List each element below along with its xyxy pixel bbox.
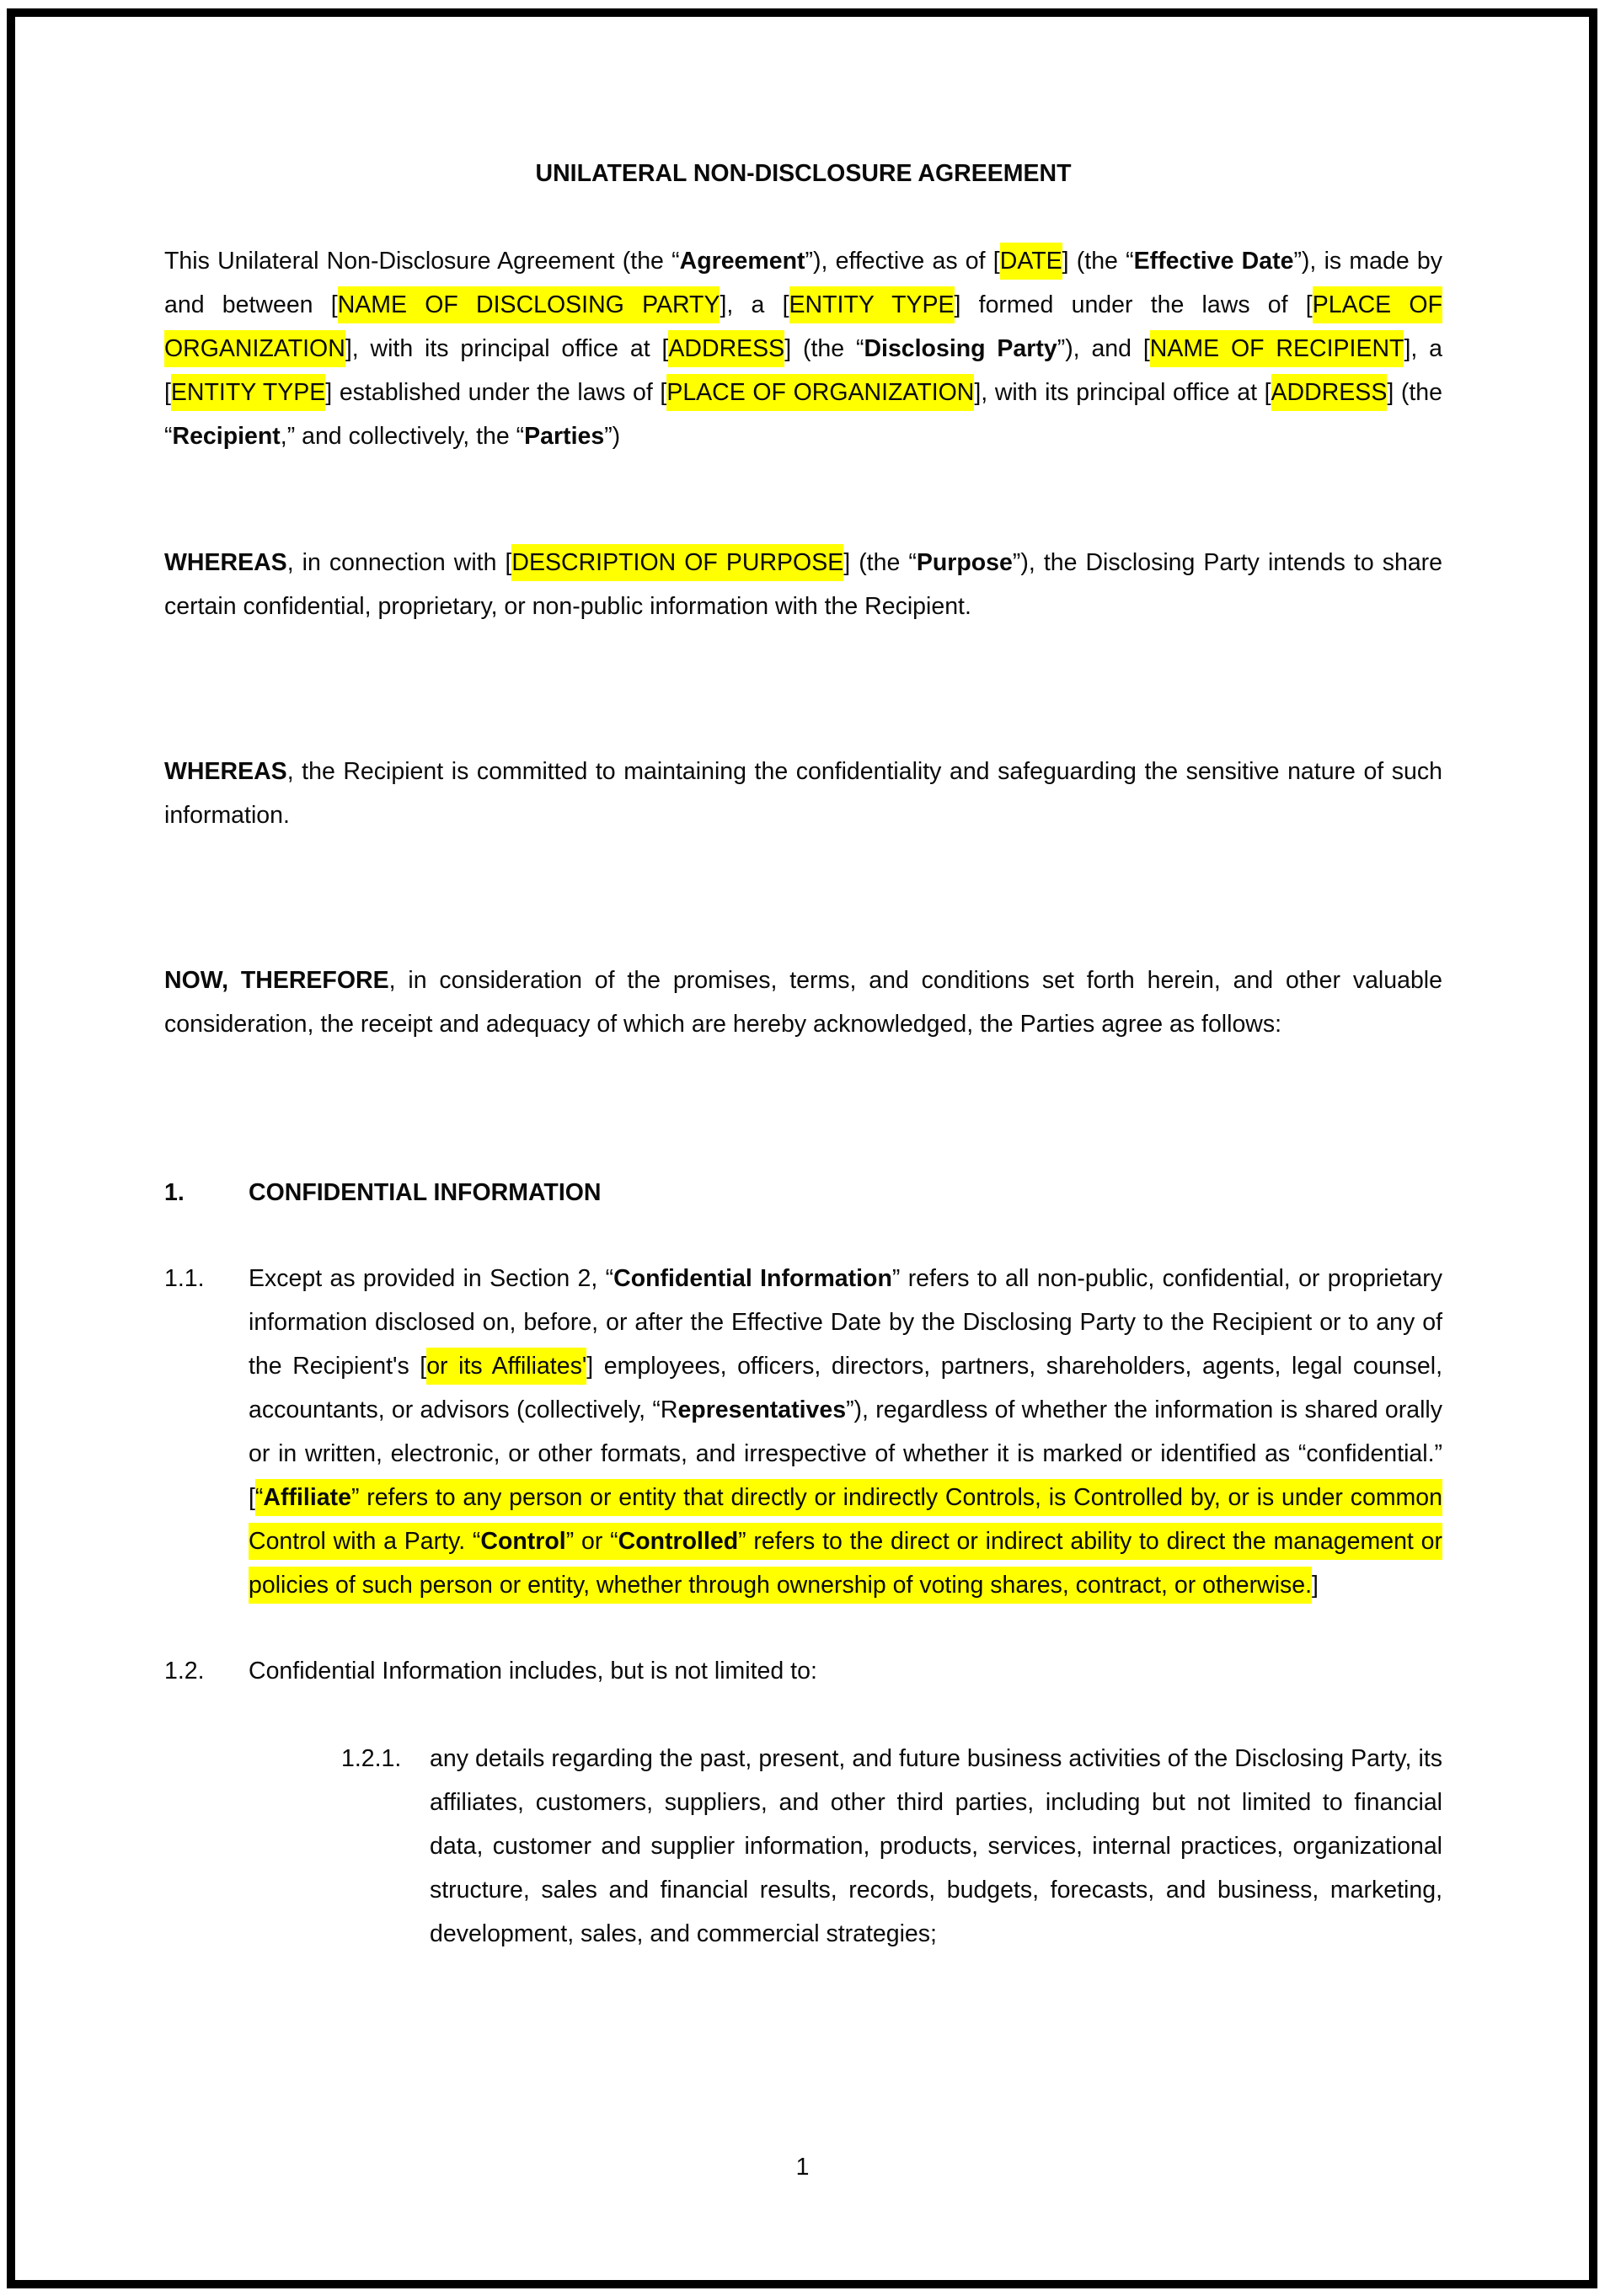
text-run: Except as provided in Section 2, “ — [249, 1265, 614, 1292]
now-therefore-paragraph — [164, 958, 1442, 1046]
clause-1-1 — [164, 1257, 1442, 1607]
clause-1-2-text — [249, 1649, 1442, 1693]
document-title: UNILATERAL NON-DISCLOSURE AGREEMENT — [535, 160, 1072, 187]
highlighted-placeholder: PLACE OF ORGANIZATION — [164, 286, 1442, 367]
highlighted-placeholder: ADDRESS — [1271, 374, 1388, 411]
highlighted-placeholder: “ — [255, 1479, 264, 1516]
text-run: ] (the “ — [164, 379, 1442, 450]
text-run: Confidential Information — [613, 1265, 892, 1292]
text-run: This Unilateral Non-Disclosure Agreement (the “ — [164, 248, 680, 275]
text-run: ”), the Disclosing Party intends to share certain confidential, proprietary, or non-public information with the Recipient. — [164, 549, 1443, 620]
text-run: ], a [ — [720, 291, 789, 318]
highlighted-placeholder: DESCRIPTION OF PURPOSE — [511, 544, 843, 581]
text-run: NOW, THEREFORE — [164, 967, 389, 994]
text-run: Disclosing Party — [864, 335, 1057, 362]
clause-number: 1.1. — [164, 1265, 205, 1292]
highlighted-placeholder: DATE — [1000, 243, 1062, 280]
highlighted-placeholder: ADDRESS — [668, 330, 784, 367]
text-run: , in connection with [ — [286, 549, 512, 576]
whereas-commitment-paragraph — [164, 750, 1442, 837]
intro-paragraph — [164, 239, 1442, 458]
text-run: Recipient — [172, 423, 281, 450]
text-run: ,” and collectively, the “ — [280, 423, 525, 450]
text-run: epresentatives — [677, 1396, 847, 1423]
text-run: ] established under the laws of [ — [325, 379, 667, 406]
clause-1-2 — [164, 1649, 1442, 1693]
text-run: ] (the “ — [784, 335, 864, 362]
whereas-purpose-paragraph — [164, 541, 1442, 628]
document-body — [164, 0, 1442, 1956]
text-run: ] formed under the laws of [ — [954, 291, 1313, 318]
text-run: ] — [1312, 1572, 1319, 1599]
page-number: 1 — [795, 2154, 810, 2181]
highlighted-placeholder: ENTITY TYPE — [789, 286, 955, 323]
text-run: Confidential Information includes, but is not limited to: — [249, 1658, 817, 1685]
highlighted-placeholder: or its Affiliates' — [426, 1348, 586, 1385]
text-run: ”), and [ — [1057, 335, 1150, 362]
highlighted-placeholder: NAME OF DISCLOSING PARTY — [338, 286, 720, 323]
text-run: , in consideration of the promises, terms, and conditions set forth herein, and other valuable consideration, the receipt and adequacy of which are hereby acknowledged, the Parties agree as follows: — [164, 967, 1442, 1038]
text-run: ”) — [604, 423, 621, 450]
text-run: any details regarding the past, present, and future business activities of the Disclosing Party, its affiliates, customers, suppliers, and other third parties, including but not limited to financial data, customer and supplier information, products, services, internal practices, organizational structure, sales and financial results, records, budgets, forecasts, and business, marketing, development, sales, and commercial strategies; — [430, 1745, 1442, 1947]
text-run: ], a [ — [164, 335, 1442, 406]
text-run: ] employees, officers, directors, partners, shareholders, agents, legal counsel, accountants, or advisors (collectively, “R — [249, 1353, 1442, 1423]
text-run: ”), is made by and between [ — [164, 248, 1442, 318]
clause-1-1-text — [249, 1257, 1442, 1607]
clause-1-2-1 — [341, 1737, 1442, 1956]
text-run: ” refers to all non-public, confidential, or proprietary information disclosed on, before, or after the Effective Date by the Disclosing Party to the Recipient or to any of the Recipient's [ — [249, 1265, 1442, 1380]
text-run: Agreement — [679, 248, 805, 275]
text-run: WHEREAS — [164, 549, 287, 576]
section-1-heading — [164, 1171, 1442, 1215]
text-run: Purpose — [916, 549, 1013, 576]
highlighted-placeholder: PLACE OF ORGANIZATION — [666, 374, 974, 411]
highlighted-placeholder: ” refers to the direct or indirect ability to direct the management or policies of such person or entity, whether through ownership of voting shares, contract, or otherwise. — [249, 1523, 1442, 1604]
text-run: ] (the “ — [843, 549, 917, 576]
text-run: Parties — [524, 423, 605, 450]
text-run: WHEREAS — [164, 758, 287, 785]
highlighted-placeholder: Control — [480, 1523, 565, 1560]
highlighted-placeholder: NAME OF RECIPIENT — [1150, 330, 1404, 367]
clause-1-2-1-text — [430, 1737, 1442, 1956]
clause-number: 1.2.1. — [341, 1745, 402, 1772]
text-run: Effective Date — [1133, 248, 1294, 275]
text-run: ”), effective as of [ — [805, 248, 1000, 275]
highlighted-placeholder: ” or “ — [566, 1523, 618, 1560]
highlighted-placeholder: ENTITY TYPE — [171, 374, 325, 411]
highlighted-placeholder: Affiliate — [263, 1479, 351, 1516]
text-run: ], with its principal office at [ — [345, 335, 669, 362]
text-run: , the Recipient is committed to maintaining the confidentiality and safeguarding the sensitive nature of such information. — [164, 758, 1442, 829]
clause-number: 1.2. — [164, 1658, 205, 1685]
section-number: 1. — [164, 1179, 185, 1206]
highlighted-placeholder: Controlled — [618, 1523, 739, 1560]
text-run: ], with its principal office at [ — [974, 379, 1271, 406]
highlighted-placeholder: ” refers to any person or entity that directly or indirectly Controls, is Controlled by, or is under common Control with a Party. “ — [249, 1479, 1442, 1560]
text-run: ”), regardless of whether the information is shared orally or in written, electronic, or other formats, and irrespective of whether it is marked or identified as “confidential.” [ — [249, 1396, 1442, 1511]
text-run: ] (the “ — [1062, 248, 1134, 275]
section-heading-label: CONFIDENTIAL INFORMATION — [249, 1179, 602, 1206]
